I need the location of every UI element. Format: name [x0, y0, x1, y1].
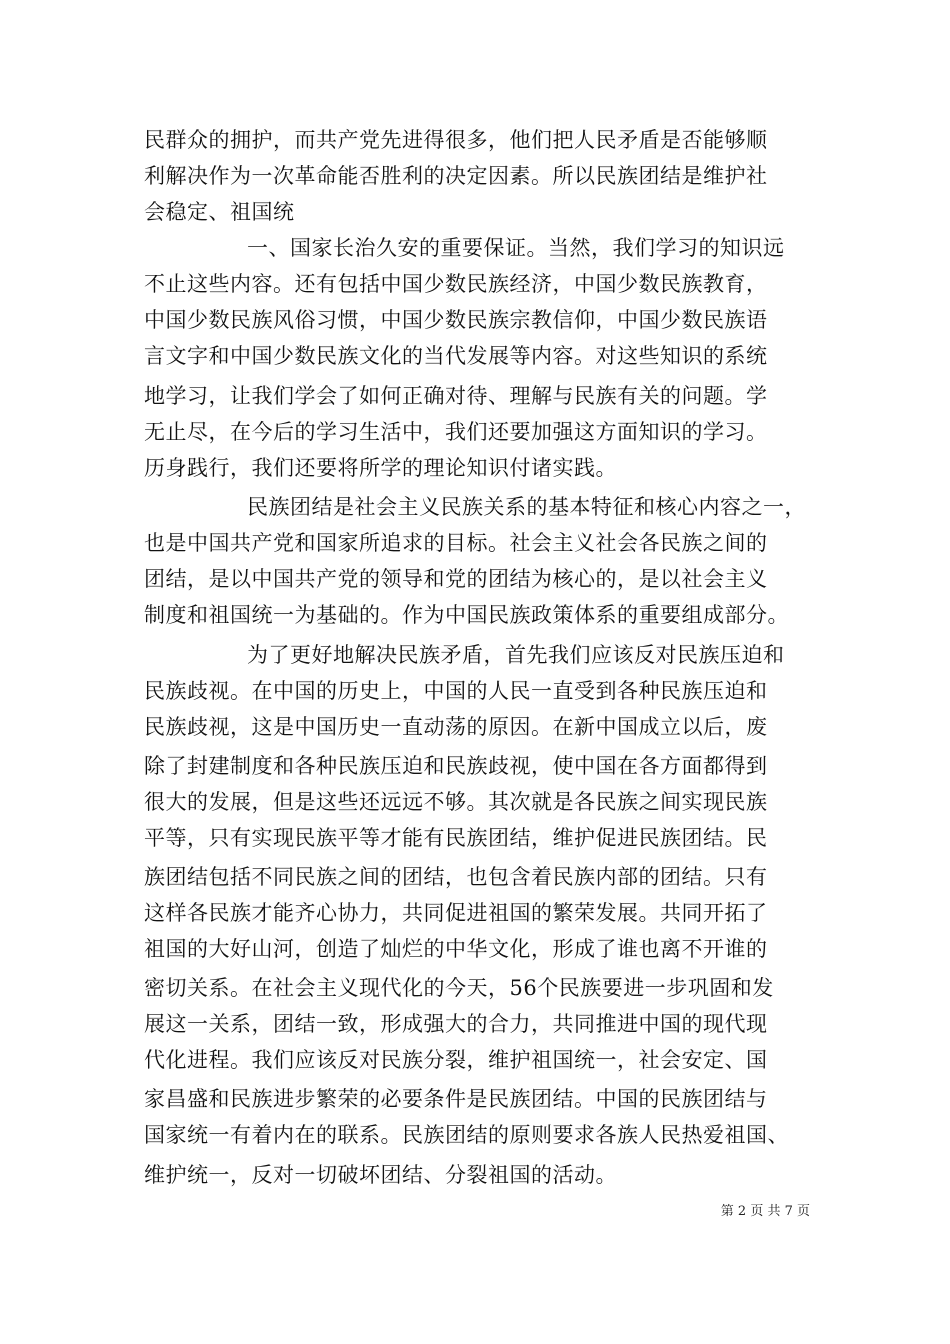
text-line: 团结，是以中国共产党的领导和党的团结为核心的，是以社会主义 [144, 567, 768, 591]
text-line: 这样各民族才能齐心协力，共同促进祖国的繁荣发展。共同开拓了 [144, 901, 768, 925]
text-line: 祖国的大好山河，创造了灿烂的中华文化，形成了谁也离不开谁的 [144, 937, 768, 961]
text-line: 言文字和中国少数民族文化的当代发展等内容。对这些知识的系统 [144, 344, 768, 368]
text-line: 制度和祖国统一为基础的。作为中国民族政策体系的重要组成部分。 [144, 603, 789, 627]
text-line: 代化进程。我们应该反对民族分裂，维护祖国统一，社会安定、国 [144, 1048, 768, 1072]
text-line: 也是中国共产党和国家所追求的目标。社会主义社会各民族之间的 [144, 531, 768, 555]
text-line: 很大的发展，但是这些还远远不够。其次就是各民族之间实现民族 [144, 790, 768, 814]
text-line: 除了封建制度和各种民族压迫和民族歧视，使中国在各方面都得到 [144, 754, 768, 778]
text-line: 密切关系。在社会主义现代化的今天，56个民族要进一步巩固和发 [144, 976, 774, 1000]
text-line: 民群众的拥护，而共产党先进得很多，他们把人民矛盾是否能够顺 [144, 128, 768, 152]
text-line: 家昌盛和民族进步繁荣的必要条件是民族团结。中国的民族团结与 [144, 1087, 768, 1111]
text-line: 历身践行，我们还要将所学的理论知识付诸实践。 [144, 456, 617, 480]
text-line: 民族歧视，这是中国历史一直动荡的原因。在新中国成立以后，废 [144, 715, 768, 739]
text-line: 会稳定、祖国统 [144, 200, 295, 224]
text-line: 民族歧视。在中国的历史上，中国的人民一直受到各种民族压迫和 [144, 679, 768, 703]
text-line: 平等，只有实现民族平等才能有民族团结，维护促进民族团结。民 [144, 826, 768, 850]
text-line: 不止这些内容。还有包括中国少数民族经济，中国少数民族教育， [144, 272, 768, 296]
text-line: 无止尽，在今后的学习生活中，我们还要加强这方面知识的学习。 [144, 420, 768, 444]
text-line: 族团结包括不同民族之间的团结，也包含着民族内部的团结。只有 [144, 865, 768, 889]
text-line: 国家统一有着内在的联系。民族团结的原则要求各族人民热爱祖国、 [144, 1123, 789, 1147]
page-number-footer: 第 2 页 共 7 页 [720, 1204, 810, 1219]
text-line: 维护统一，反对一切破坏团结、分裂祖国的活动。 [144, 1163, 617, 1187]
paragraph-start-line: 一、国家长治久安的重要保证。当然，我们学习的知识远 [247, 236, 785, 260]
text-line: 展这一关系，团结一致，形成强大的合力，共同推进中国的现代现 [144, 1012, 768, 1036]
text-line: 中国少数民族风俗习惯，中国少数民族宗教信仰，中国少数民族语 [144, 308, 768, 332]
paragraph-start-line: 民族团结是社会主义民族关系的基本特征和核心内容之一， [247, 495, 806, 519]
paragraph-start-line: 为了更好地解决民族矛盾，首先我们应该反对民族压迫和 [247, 643, 785, 667]
text-line: 利解决作为一次革命能否胜利的决定因素。所以民族团结是维护社 [144, 164, 768, 188]
text-line: 地学习，让我们学会了如何正确对待、理解与民族有关的问题。学 [144, 384, 768, 408]
